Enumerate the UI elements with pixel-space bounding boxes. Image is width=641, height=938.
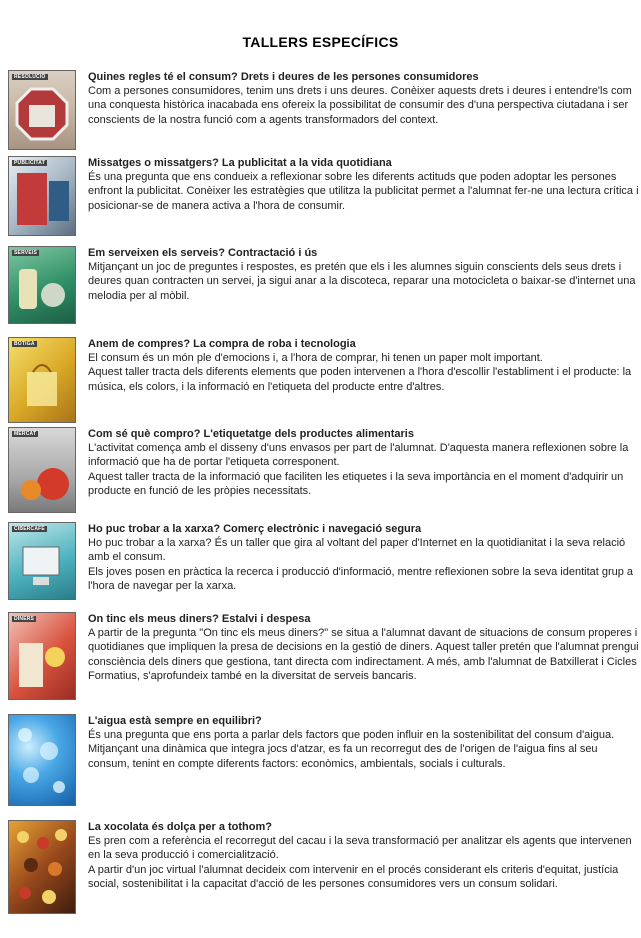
workshop-description: Mitjançant un joc de preguntes i respostes, es pretén que els i les alumnes siguin conscients dels seus drets i deures quan contracten un servei, ja sigui anar a la discoteca, reparar una motocicleta o baixar-se d'internet una melodia per al mòbil.: [88, 261, 636, 302]
workshop-description: Es pren com a referència el recorregut del cacau i la seva transformació per analitzar els agents que intervenen en la seva producció i comercialització.: [88, 835, 632, 862]
water-drops-icon: [9, 715, 75, 805]
thumbnail-tag: SERVEIS: [14, 250, 37, 256]
workshop-thumbnail-chocolate: [8, 820, 76, 914]
thumbnail-tag: RESOLUCIÓ: [14, 74, 46, 80]
thumbnail-tag: MERCAT: [14, 431, 37, 437]
computer-icon: [9, 523, 75, 599]
fruit-icon: [9, 428, 75, 512]
workshop-thumbnail-internet: [8, 522, 76, 600]
workshop-title: Com sé què compro? L'etiquetatge dels productes alimentaris: [88, 428, 414, 440]
cocoa-icon: [9, 821, 75, 913]
workshop-thumbnail-shopping: [8, 337, 76, 423]
workshop-description: És una pregunta que ens porta a parlar dels factors que poden influir en la sostenibilitat del consum d'aigua.: [88, 729, 615, 742]
workshop-title: Em serveixen els serveis? Contractació i ús: [88, 247, 318, 259]
shopping-bag-icon: [9, 338, 75, 422]
thumbnail-tag: CIBERCAFÈ: [14, 526, 45, 532]
workshop-description: Ho puc trobar a la xarxa? És un taller que gira al voltant del paper d'Internet en la quotidianitat i la seva relació amb el consum.: [88, 537, 626, 564]
page-title: TALLERS ESPECÍFICS: [242, 34, 399, 50]
poster-icon: [9, 157, 75, 235]
workshop-description: A partir d'un joc virtual l'alumnat decideix com intervenir en el procés considerant els criteris d'equitat, justícia social, sostenibilitat i la capacitat d'acció de les persones consumidores vers un consum solidari.: [88, 863, 619, 890]
workshop-title: La xocolata és dolça per a tothom?: [88, 821, 272, 833]
workshop-title: On tinc els meus diners? Estalvi i despesa: [88, 613, 311, 625]
money-icon: [9, 613, 75, 699]
workshop-description: Mitjançant una dinàmica que integra jocs d'atzar, es fa un recorregut des de l'origen de l'aigua fins al seu consum, tenint en compte diferents factors: econòmics, ambientals, socials i culturals.: [88, 743, 598, 770]
workshop-thumbnail-water: [8, 714, 76, 806]
workshop-description: Els joves posen en pràctica la recerca i producció d'informació, mentre reflexionen sobre la seva identitat grup a l'hora de navegar per la xarxa.: [88, 565, 634, 592]
workshop-title: Ho puc trobar a la xarxa? Comerç electrònic i navegació segura: [88, 523, 422, 535]
workshop-title: L'aigua està sempre en equilibri?: [88, 715, 262, 727]
workshop-title: Anem de compres? La compra de roba i tecnologia: [88, 338, 356, 350]
workshop-description: És una pregunta que ens condueix a reflexionar sobre les diferents actituds que poden adoptar les persones enfront la publicitat. Conèixer les estratègies que utilitza la publicitat permet a l'alumnat fer-ne una lectura crítica i posicionar-se de manera activa a l'hora de consumir.: [88, 171, 639, 212]
workshop-description: Aquest taller tracta de la informació que faciliten les etiquetes i la seva importància en el moment d'adquirir un producte en funció de les pròpies necessitats.: [88, 470, 624, 497]
workshop-title: Missatges o missatgers? La publicitat a la vida quotidiana: [88, 157, 392, 169]
workshop-thumbnail-services: [8, 246, 76, 324]
octagon-sign-icon: [9, 71, 75, 149]
thumbnail-tag: DINERS: [14, 616, 35, 622]
workshop-description: Com a persones consumidores, tenim uns drets i uns deures. Conèixer aquests drets i deures i entendre'ls com una conquesta històrica inacabada ens ofereix la possibilitat de consumir des d'una perspectiva ciutadana i ser conscients de la nostra funció com a agents transformadors del context.: [88, 85, 632, 126]
phone-icon: [9, 247, 75, 323]
workshop-thumbnail-money: [8, 612, 76, 700]
workshop-description: L'activitat comença amb el disseny d'uns envasos per part de l'alumnat. D'aquesta manera reflexionen sobre la informació que ha de portar l'etiqueta corresponent.: [88, 442, 629, 469]
workshop-thumbnail-rights: [8, 70, 76, 150]
workshop-description: Aquest taller tracta dels diferents elements que poden intervenen a l'hora d'escollir l'establiment i el producte: la música, els colors, i la informació en l'etiqueta del producte entre d'altres.: [88, 366, 632, 393]
workshop-thumbnail-labelling: [8, 427, 76, 513]
workshop-thumbnail-advertising: [8, 156, 76, 236]
workshop-description: A partir de la pregunta "On tinc els meus diners?" se situa a l'alumnat davant de situacions de consum properes i quotidianes que impliquen la presa de decisions en la gestió de diners. Aquest taller pretén que l'alumnat prengui consciència dels diners que gestiona, tant directa com indirectament. A més, amb l'alumnat de Batxillerat i Cicles Formatius, s'aprofundeix també en la diversitat de serveis bancaris.: [88, 627, 639, 682]
thumbnail-tag: BOTIGA: [14, 341, 35, 347]
workshop-description: El consum és un món ple d'emocions i, a l'hora de comprar, hi tenen un paper molt important.: [88, 352, 543, 365]
thumbnail-tag: PUBLICITAT: [14, 160, 45, 166]
workshop-title: Quines regles té el consum? Drets i deures de les persones consumidores: [88, 71, 479, 83]
